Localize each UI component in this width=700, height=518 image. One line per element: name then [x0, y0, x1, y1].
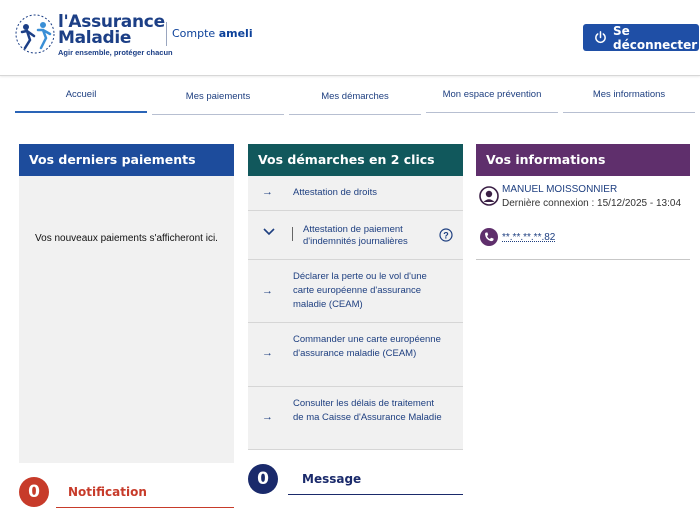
notification-count-badge: 0	[19, 477, 49, 507]
demarches-panel-title: Vos démarches en 2 clics	[248, 144, 463, 176]
tab-mes-demarches[interactable]: Mes démarches	[289, 88, 421, 115]
arrow-right-icon: →	[262, 347, 273, 359]
message-link[interactable]: Message	[288, 464, 463, 495]
brand-line-2: Maladie	[58, 28, 132, 48]
info-panel	[476, 176, 690, 260]
tab-mon-espace-prevention[interactable]: Mon espace prévention	[426, 86, 558, 113]
payments-panel-title: Vos derniers paiements	[19, 144, 234, 176]
message-count-badge: 0	[248, 464, 278, 494]
brand-tagline: Agir ensemble, protéger chacun	[58, 48, 173, 57]
header-divider	[166, 22, 167, 46]
user-icon	[479, 186, 499, 206]
user-name-link[interactable]: MANUEL MOISSONNIER	[502, 184, 618, 195]
compte-name: ameli	[218, 27, 253, 40]
demarche-delais-traitement[interactable]	[248, 387, 463, 450]
logout-label: Se déconnecter	[613, 23, 698, 52]
compte-prefix: Compte	[172, 27, 216, 40]
payments-panel	[19, 176, 234, 463]
help-icon[interactable]	[439, 228, 453, 242]
tab-mes-paiements[interactable]: Mes paiements	[152, 88, 284, 115]
site-header	[0, 0, 700, 76]
svg-text:?: ?	[443, 230, 449, 241]
phone-icon	[480, 228, 498, 246]
accordion-separator	[292, 227, 293, 241]
demarche-perte-vol-ceam[interactable]	[248, 260, 463, 323]
power-icon	[594, 31, 607, 44]
logout-button[interactable]	[583, 24, 699, 51]
payments-empty-text: Vos nouveaux paiements s'afficheront ici.	[35, 233, 218, 244]
demarche-attestation-droits[interactable]	[248, 176, 463, 211]
tab-accueil[interactable]: Accueil	[15, 86, 147, 113]
phone-number-link[interactable]: **.**.**.**.82	[502, 232, 556, 243]
tab-mes-informations[interactable]: Mes informations	[563, 86, 695, 113]
info-panel-title: Vos informations	[476, 144, 690, 176]
demarche-label: Attestation de paiement d'indemnités journalières	[303, 224, 408, 247]
compte-ameli-label	[172, 27, 253, 40]
demarche-commander-ceam[interactable]	[248, 323, 463, 387]
demarche-label: Commander une carte européenne d'assurance maladie (CEAM)	[293, 334, 441, 359]
brand-line-1: l'Assurance	[58, 12, 165, 32]
demarches-panel	[248, 176, 463, 450]
notification-link[interactable]: Notification	[56, 477, 234, 508]
demarche-label: Attestation de droits	[293, 187, 377, 198]
assurance-maladie-logo-icon[interactable]	[12, 12, 58, 56]
arrow-right-icon: →	[262, 285, 273, 297]
brand-name[interactable]	[58, 14, 165, 46]
demarche-label: Déclarer la perte ou le vol d'une carte européenne d'assurance maladie (CEAM)	[293, 271, 427, 310]
arrow-right-icon: →	[262, 411, 273, 423]
arrow-right-icon: →	[262, 186, 273, 198]
demarche-attestation-ij-accordion[interactable]	[248, 211, 463, 260]
demarche-label: Consulter les délais de traitement de ma Caisse d'Assurance Maladie	[293, 398, 442, 423]
chevron-down-icon	[263, 228, 275, 236]
last-login-text: Dernière connexion : 15/12/2025 - 13:04	[502, 198, 682, 209]
